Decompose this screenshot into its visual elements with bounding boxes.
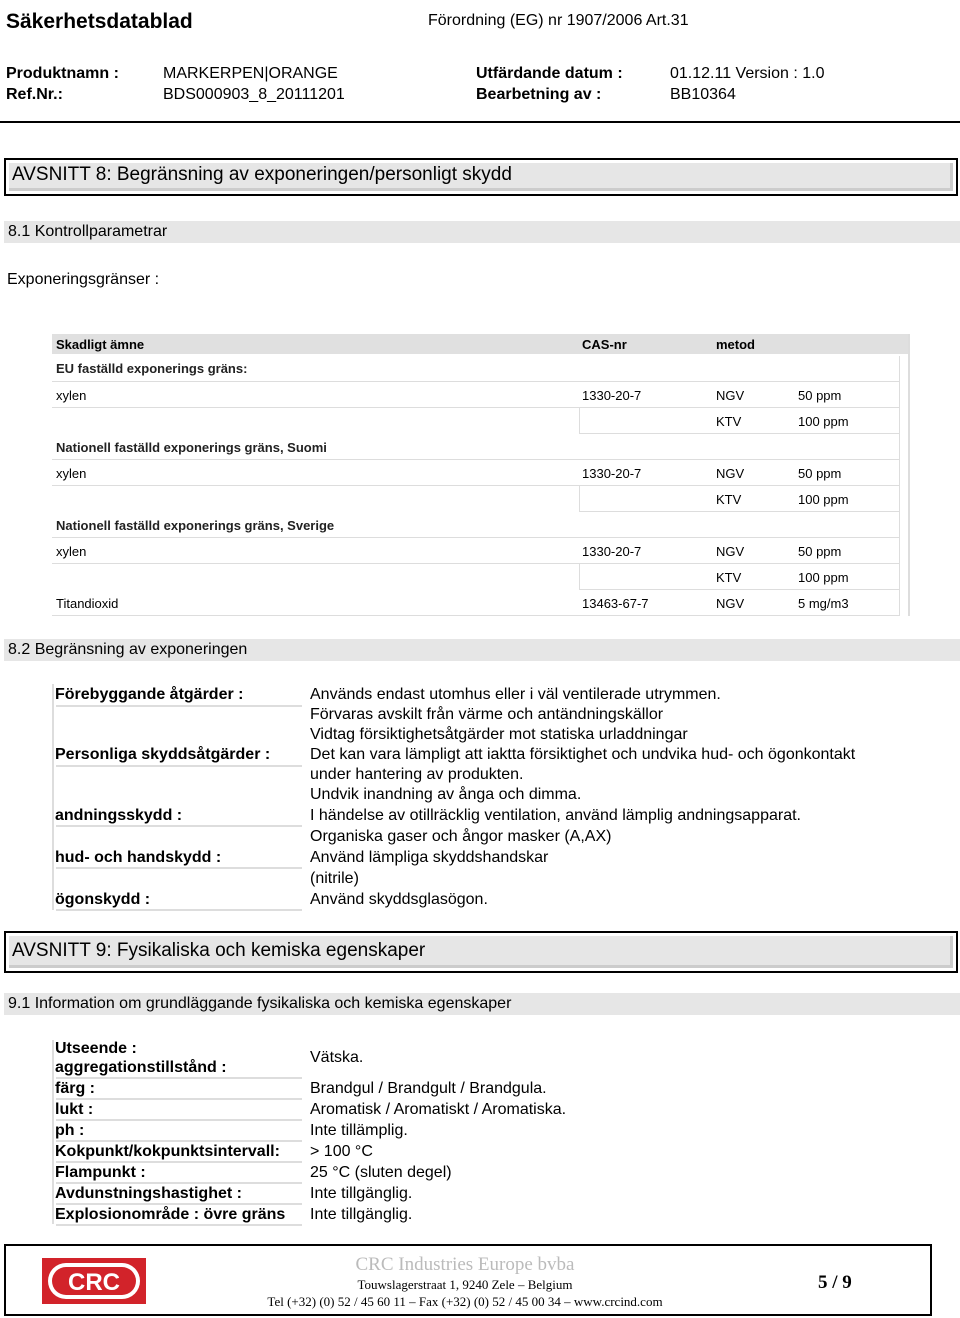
- table-cell: NGV: [716, 544, 745, 559]
- subsection-8-1: [4, 221, 960, 243]
- issue-date-value: 01.12.11 Version : 1.0: [670, 65, 825, 82]
- personal-protection-line-1: Det kan vara lämpligt att iaktta försiktighet och undvika hud- och ögonkontakt: [310, 746, 856, 763]
- ph-label: ph :: [55, 1122, 85, 1139]
- group-eu-label: EU faställd exponerings gräns:: [56, 361, 248, 376]
- preventive-measures-line-2: Förvaras avskilt från värme och antändningskällor: [310, 706, 664, 723]
- table-header-row: [52, 334, 910, 354]
- regulation-reference: Förordning (EG) nr 1907/2006 Art.31: [428, 12, 689, 29]
- header-method: metod: [716, 337, 755, 352]
- eye-protection-value: Använd skyddsglasögon.: [310, 891, 488, 908]
- product-name-label: Produktnamn :: [6, 65, 119, 82]
- edited-by-value: BB10364: [670, 86, 736, 103]
- group-se-label: Nationell faställd exponerings gräns, Sverige: [56, 518, 335, 533]
- evaporation-rate-value: Inte tillgänglig.: [310, 1185, 413, 1202]
- table-cell: 100 ppm: [798, 414, 849, 429]
- color-value: Brandgul / Brandgult / Brandgula.: [310, 1080, 547, 1097]
- group-fi-label: Nationell faställd exponerings gräns, Suomi: [56, 440, 327, 455]
- boiling-point-value: > 100 °C: [310, 1143, 373, 1160]
- hand-protection-label: hud- och handskydd :: [55, 849, 222, 866]
- odor-label: lukt :: [55, 1101, 94, 1118]
- section-9-title: AVSNITT 9: Fysikaliska och kemiska egenskaper: [12, 940, 426, 961]
- section-8-title: AVSNITT 8: Begränsning av exponeringen/personligt skydd: [12, 164, 512, 185]
- subsection-8-2-title: 8.2 Begränsning av exponeringen: [8, 641, 248, 658]
- crc-logo: [42, 1258, 146, 1304]
- hand-protection-line-1: Använd lämpliga skyddshandskar: [310, 849, 549, 866]
- section-8-header: [4, 158, 958, 196]
- respiratory-protection-label: andningsskydd :: [55, 807, 183, 824]
- respiratory-protection-line-2: Organiska gaser och ångor masker (A,AX): [310, 828, 612, 845]
- table-cell: 50 ppm: [798, 544, 842, 559]
- product-name-value: MARKERPEN|ORANGE: [163, 65, 338, 82]
- respiratory-protection-line-1: I händelse av otillräcklig ventilation, använd lämplig andningsapparat.: [310, 807, 801, 824]
- table-cell: NGV: [716, 466, 745, 481]
- personal-protection-line-3: Undvik inandning av ånga och dimma.: [310, 786, 582, 803]
- issue-date-label: Utfärdande datum :: [476, 65, 623, 82]
- hand-protection-line-2: (nitrile): [310, 870, 359, 887]
- flash-point-value: 25 °C (sluten degel): [310, 1164, 452, 1181]
- physical-state-label: aggregationstillstånd :: [55, 1059, 227, 1076]
- odor-value: Aromatisk / Aromatiskt / Aromatiska.: [310, 1101, 567, 1118]
- evaporation-rate-label: Avdunstningshastighet :: [55, 1185, 242, 1202]
- table-cell: xylen: [56, 544, 87, 559]
- subsection-9-1-title: 9.1 Information om grundläggande fysikaliska och kemiska egenskaper: [8, 995, 512, 1012]
- company-address: Touwslagerstraat 1, 9240 Zele – Belgium: [357, 1277, 573, 1292]
- table-cell: 1330-20-7: [582, 544, 642, 559]
- table-cell: 1330-20-7: [582, 388, 642, 403]
- table-cell: KTV: [716, 414, 742, 429]
- table-cell: 13463-67-7: [582, 596, 649, 611]
- table-cell: 1330-20-7: [582, 466, 642, 481]
- eye-protection-label: ögonskydd :: [55, 891, 151, 908]
- header-substance: Skadligt ämne: [56, 337, 145, 352]
- preventive-measures-line-3: Vidtag försiktighetsåtgärder mot statiska urladdningar: [310, 726, 688, 743]
- subsection-8-2: [4, 639, 960, 661]
- preventive-measures-line-1: Används endast utomhus eller i väl ventilerade utrymmen.: [310, 686, 721, 703]
- table-cell: 50 ppm: [798, 466, 842, 481]
- svg-text:CRC: CRC: [68, 1269, 120, 1296]
- table-cell: 100 ppm: [798, 492, 849, 507]
- page-number: 5 / 9: [818, 1272, 852, 1293]
- exposure-limits-label: Exponeringsgränser :: [7, 271, 160, 288]
- explosion-limit-value: Inte tillgänglig.: [310, 1206, 413, 1223]
- header-cas: CAS-nr: [582, 337, 627, 352]
- table-cell: xylen: [56, 388, 87, 403]
- table-cell: 5 mg/m3: [798, 596, 849, 611]
- preventive-measures-label: Förebyggande åtgärder :: [55, 686, 244, 703]
- edited-by-label: Bearbetning av :: [476, 86, 602, 103]
- table-cell: KTV: [716, 492, 742, 507]
- boiling-point-label: Kokpunkt/kokpunktsintervall:: [55, 1143, 280, 1160]
- table-cell: Titandioxid: [56, 596, 119, 611]
- document-title: Säkerhetsdatablad: [6, 10, 193, 33]
- company-contact: Tel (+32) (0) 52 / 45 60 11 – Fax (+32) (0) 52 / 45 00 34 – www.crcind.com: [267, 1294, 663, 1309]
- table-cell: NGV: [716, 596, 745, 611]
- company-name: CRC Industries Europe bvba: [355, 1254, 575, 1275]
- color-label: färg :: [55, 1080, 95, 1097]
- ref-number-value: BDS000903_8_20111201: [163, 86, 345, 103]
- appearance-label: Utseende :: [55, 1040, 137, 1057]
- table-cell: 50 ppm: [798, 388, 842, 403]
- table-cell: 100 ppm: [798, 570, 849, 585]
- physical-state-value: Vätska.: [310, 1049, 364, 1066]
- explosion-limit-label: Explosionområde : övre gräns: [55, 1206, 286, 1223]
- ref-number-label: Ref.Nr.:: [6, 86, 63, 103]
- table-cell: xylen: [56, 466, 87, 481]
- ph-value: Inte tillämplig.: [310, 1122, 408, 1139]
- table-cell: KTV: [716, 570, 742, 585]
- personal-protection-line-2: under hantering av produkten.: [310, 766, 524, 783]
- header-divider: [0, 121, 960, 123]
- table-cell: NGV: [716, 388, 745, 403]
- personal-protection-label: Personliga skyddsåtgärder :: [55, 746, 271, 763]
- flash-point-label: Flampunkt :: [55, 1164, 146, 1181]
- section-9-header: [4, 931, 958, 973]
- subsection-9-1: [4, 993, 960, 1015]
- subsection-8-1-title: 8.1 Kontrollparametrar: [8, 223, 168, 240]
